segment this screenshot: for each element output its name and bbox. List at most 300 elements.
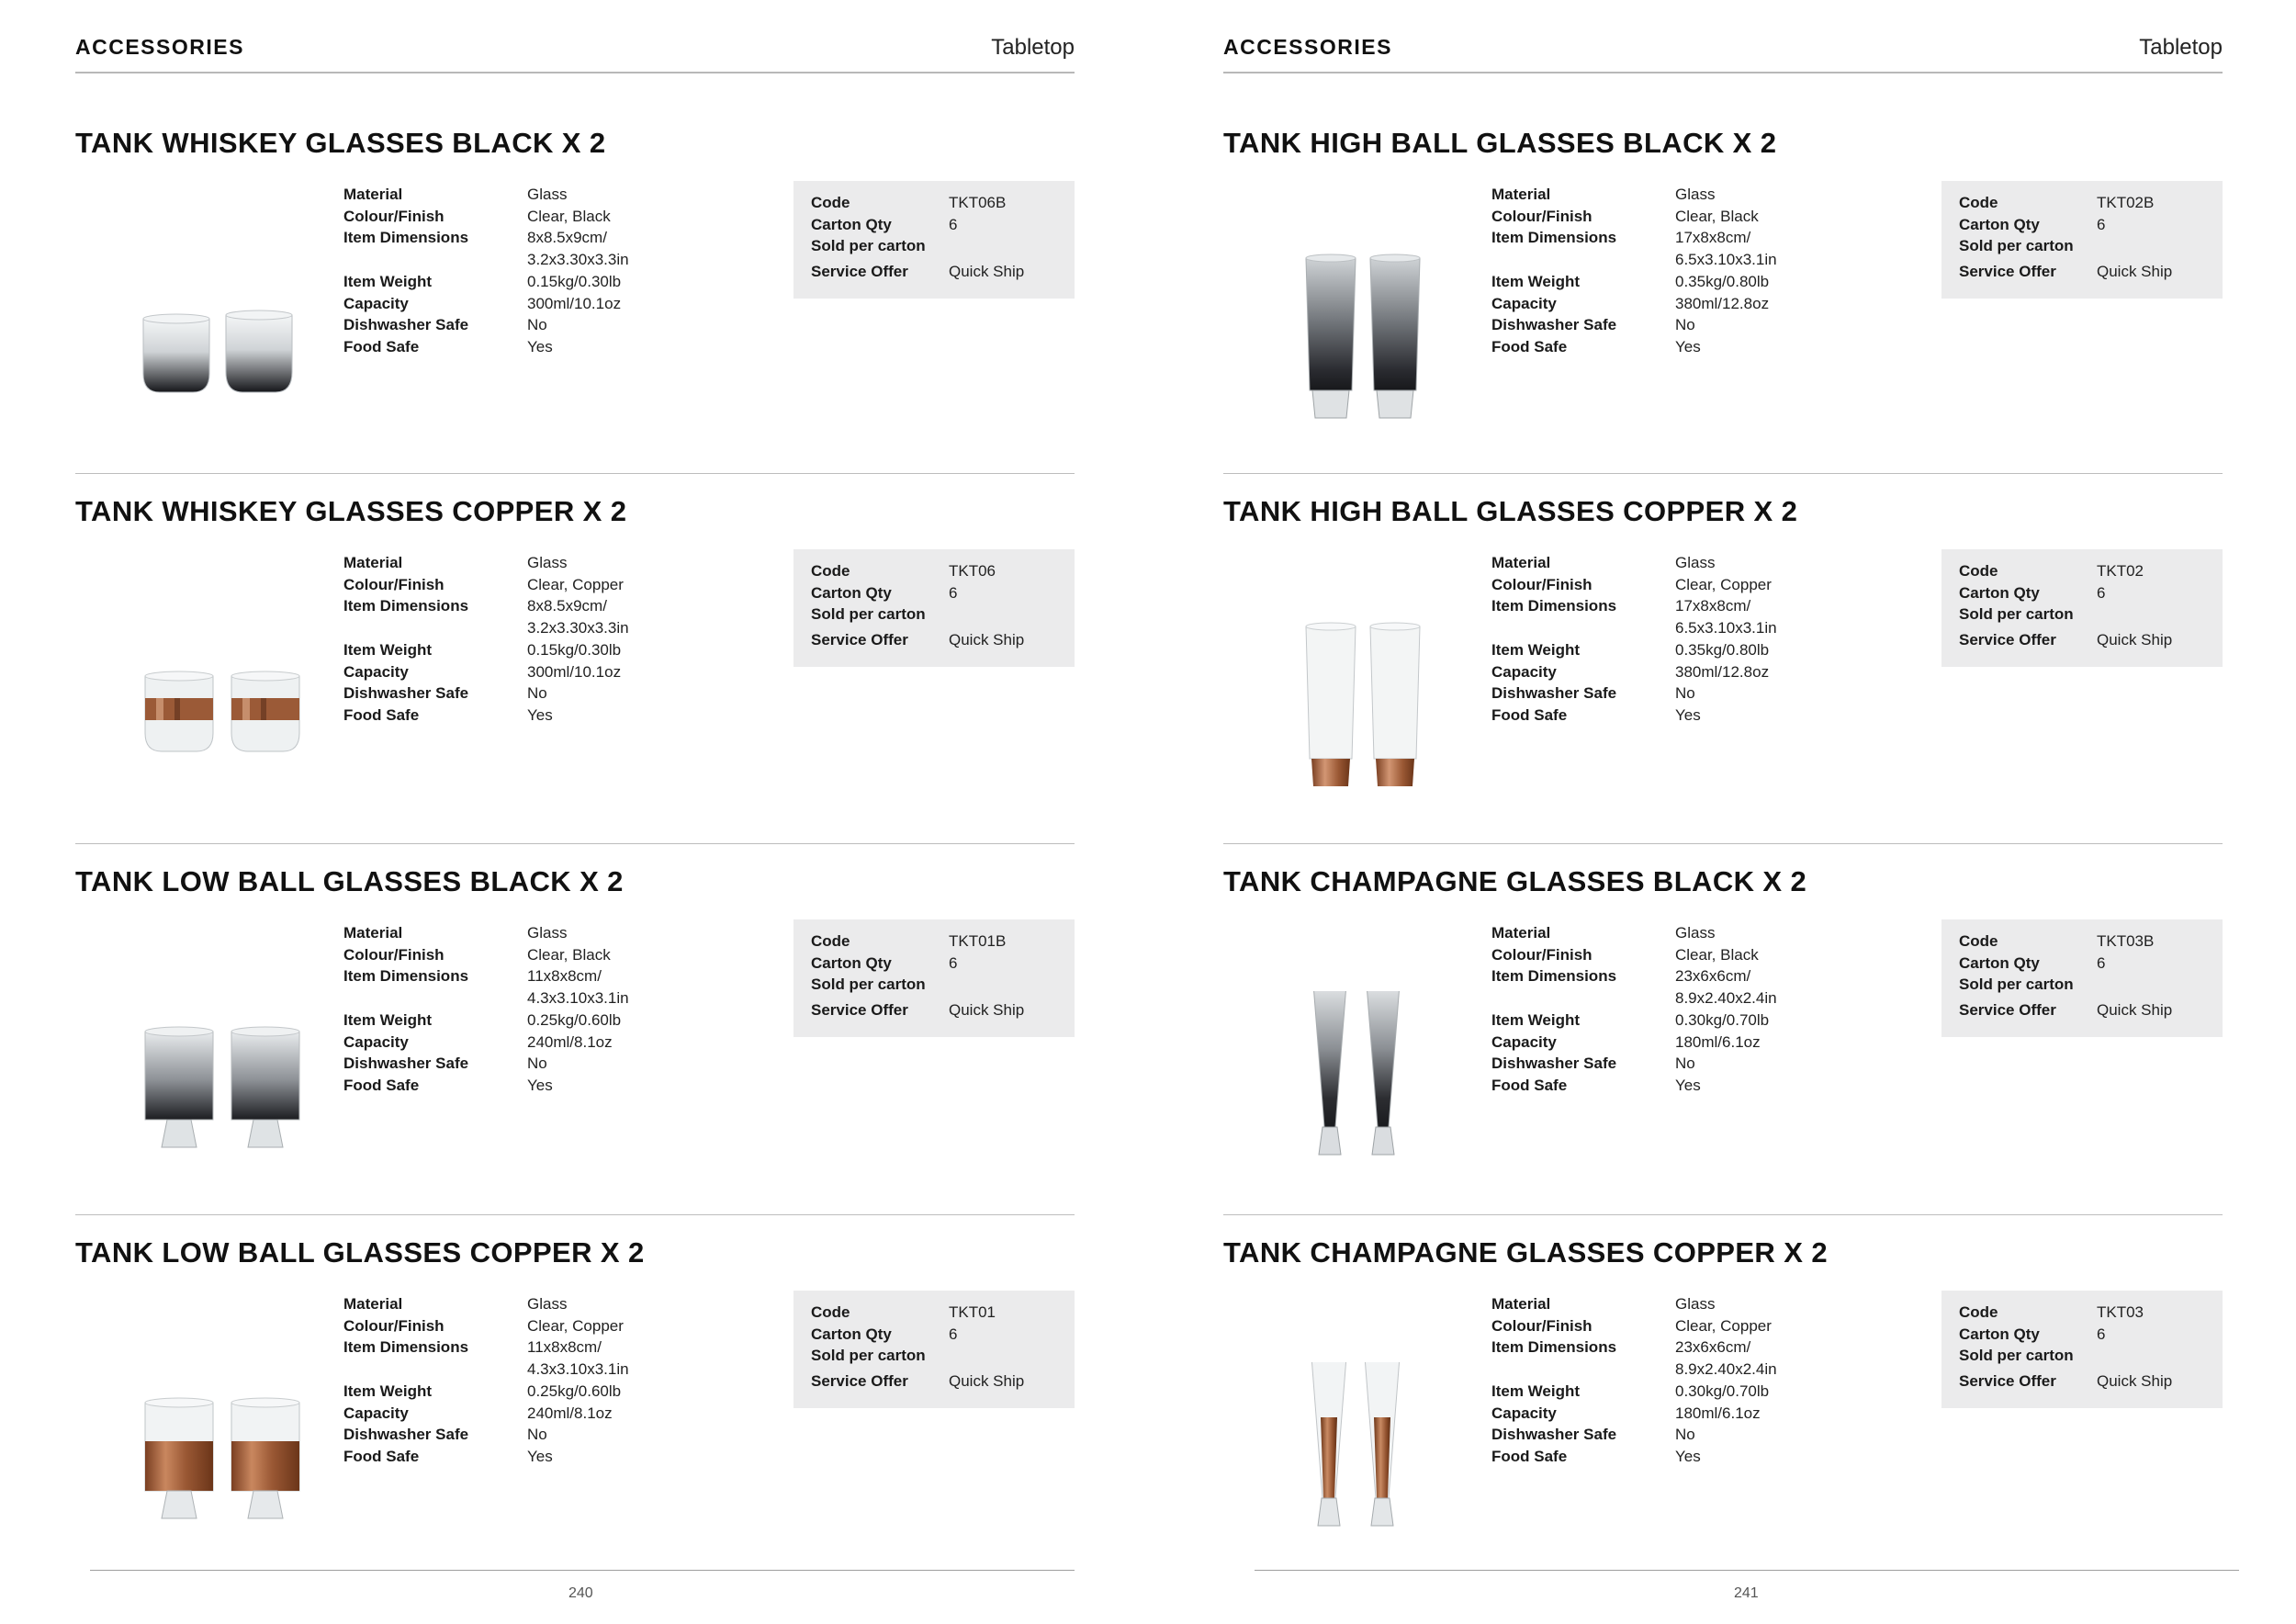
product-image bbox=[1251, 991, 1480, 1175]
spec-value: Clear, Black bbox=[1675, 207, 1759, 225]
spec-label: Food Safe bbox=[1491, 1447, 1568, 1465]
info-row-sold bbox=[1959, 974, 2223, 996]
spec-row bbox=[343, 1336, 674, 1380]
product-image bbox=[103, 253, 332, 436]
spec-label: Food Safe bbox=[1491, 705, 1568, 724]
spec-row bbox=[1491, 1293, 1822, 1315]
info-label: Sold per carton bbox=[1959, 1347, 2074, 1364]
spec-label: Material bbox=[1491, 924, 1551, 942]
spec-label: Material bbox=[343, 554, 403, 571]
carton-qty: 6 bbox=[2097, 583, 2106, 602]
spec-value: 180ml/6.1oz bbox=[1675, 1032, 1761, 1051]
spec-value: 0.30kg/0.70lb bbox=[1675, 1382, 1770, 1400]
spec-label: Food Safe bbox=[343, 705, 420, 724]
spec-label: Item Dimensions bbox=[1491, 597, 1617, 615]
info-row-carton bbox=[811, 953, 1075, 975]
spec-row bbox=[1491, 1381, 1822, 1403]
spec-row bbox=[343, 1053, 674, 1075]
spec-value: Glass bbox=[1675, 186, 1716, 203]
spec-row bbox=[1491, 1403, 1822, 1425]
info-label: Code bbox=[811, 1303, 850, 1321]
spec-label: Item Dimensions bbox=[1491, 229, 1617, 247]
spec-value: 0.35kg/0.80lb bbox=[1675, 272, 1770, 290]
spec-label: Dishwasher Safe bbox=[1491, 1426, 1617, 1444]
page-header bbox=[1223, 33, 2223, 73]
info-label: Service Offer bbox=[1959, 262, 2056, 280]
carton-qty: 6 bbox=[2097, 215, 2106, 233]
champagne-glasses-copper-image bbox=[1251, 1362, 1480, 1546]
service-offer: Quick Ship bbox=[949, 1371, 1025, 1390]
highball-glasses-black-image bbox=[1251, 253, 1480, 436]
spec-value: 300ml/10.1oz bbox=[527, 294, 622, 312]
info-label: Code bbox=[811, 562, 850, 580]
spec-label: Capacity bbox=[1491, 294, 1557, 312]
spec-row bbox=[343, 922, 674, 944]
spec-table bbox=[1491, 1293, 1822, 1468]
product-code: TKT01 bbox=[949, 1303, 996, 1321]
spec-row bbox=[1491, 574, 1822, 596]
product-code: TKT02B bbox=[2097, 194, 2155, 211]
info-row-carton bbox=[1959, 953, 2223, 975]
spec-value: Clear, Black bbox=[527, 945, 611, 964]
product-image bbox=[1251, 621, 1480, 805]
spec-row bbox=[343, 1446, 674, 1468]
service-offer: Quick Ship bbox=[2097, 1371, 2173, 1390]
product-code: TKT03 bbox=[2097, 1303, 2144, 1321]
spec-row bbox=[343, 552, 674, 574]
order-info-box bbox=[793, 1291, 1075, 1408]
spec-row bbox=[343, 944, 674, 966]
info-row-code bbox=[1959, 192, 2223, 214]
section-label: ACCESSORIES bbox=[1223, 35, 1392, 59]
spec-label: Food Safe bbox=[1491, 337, 1568, 355]
spec-row bbox=[1491, 184, 1822, 206]
page-number: 241 bbox=[1734, 1585, 1759, 1601]
info-row-sold bbox=[811, 974, 1075, 996]
service-offer: Quick Ship bbox=[949, 262, 1025, 280]
spec-row bbox=[343, 639, 674, 661]
spec-label: Colour/Finish bbox=[343, 575, 445, 593]
info-row-code bbox=[1959, 1302, 2223, 1324]
service-offer: Quick Ship bbox=[2097, 1000, 2173, 1019]
spec-row bbox=[343, 1403, 674, 1425]
order-info-box bbox=[1941, 919, 2223, 1037]
product-title: TANK CHAMPAGNE GLASSES BLACK X 2 bbox=[1223, 865, 1807, 897]
spec-value: 11x8x8cm/ 4.3x3.10x3.1in bbox=[527, 1338, 629, 1379]
spec-label: Capacity bbox=[343, 294, 409, 312]
spec-value: 0.15kg/0.30lb bbox=[527, 272, 622, 290]
spec-label: Dishwasher Safe bbox=[343, 1054, 469, 1073]
order-info-box bbox=[1941, 549, 2223, 667]
spec-row bbox=[1491, 705, 1822, 727]
carton-qty: 6 bbox=[2097, 1325, 2106, 1343]
product-code: TKT02 bbox=[2097, 562, 2144, 580]
product-image bbox=[103, 621, 332, 805]
spec-label: Item Weight bbox=[343, 1382, 433, 1400]
order-info-box bbox=[1941, 181, 2223, 299]
spec-row bbox=[343, 1381, 674, 1403]
spec-label: Dishwasher Safe bbox=[1491, 684, 1617, 703]
spec-label: Dishwasher Safe bbox=[343, 316, 469, 334]
info-row-code bbox=[811, 560, 1075, 582]
product-block bbox=[75, 124, 1075, 494]
product-title: TANK WHISKEY GLASSES COPPER X 2 bbox=[75, 495, 627, 527]
spec-row bbox=[343, 271, 674, 293]
spec-value: 17x8x8cm/ 6.5x3.10x3.1in bbox=[1675, 229, 1777, 269]
spec-row bbox=[1491, 227, 1822, 270]
spec-row bbox=[1491, 682, 1822, 705]
spec-value: Clear, Copper bbox=[527, 1316, 624, 1335]
info-label: Code bbox=[811, 194, 850, 211]
info-label: Code bbox=[1959, 562, 1998, 580]
info-label: Code bbox=[811, 932, 850, 950]
order-info-box bbox=[793, 181, 1075, 299]
spec-label: Capacity bbox=[1491, 662, 1557, 681]
spec-label: Item Dimensions bbox=[343, 597, 469, 615]
product-block bbox=[75, 1214, 1075, 1585]
spec-label: Item Dimensions bbox=[343, 967, 469, 986]
spec-value: No bbox=[527, 1426, 547, 1444]
spec-value: Yes bbox=[527, 1076, 553, 1094]
spec-label: Food Safe bbox=[343, 1076, 420, 1094]
service-offer: Quick Ship bbox=[2097, 630, 2173, 648]
spec-row bbox=[1491, 314, 1822, 336]
spec-row bbox=[1491, 944, 1822, 966]
footer-divider bbox=[90, 1570, 1075, 1571]
info-label: Carton Qty bbox=[1959, 1325, 2040, 1343]
spec-row bbox=[1491, 206, 1822, 228]
info-label: Sold per carton bbox=[1959, 976, 2074, 993]
spec-value: 0.15kg/0.30lb bbox=[527, 640, 622, 659]
spec-value: Glass bbox=[1675, 554, 1716, 571]
spec-label: Colour/Finish bbox=[1491, 945, 1593, 964]
category-label: Tabletop bbox=[991, 35, 1075, 60]
spec-value: 380ml/12.8oz bbox=[1675, 294, 1770, 312]
info-row-carton bbox=[811, 1324, 1075, 1346]
spec-table bbox=[343, 1293, 674, 1468]
info-row-code bbox=[1959, 930, 2223, 953]
carton-qty: 6 bbox=[949, 215, 958, 233]
spec-value: Yes bbox=[527, 705, 553, 724]
product-image bbox=[1251, 1362, 1480, 1546]
info-row-service bbox=[1959, 629, 2223, 651]
spec-row bbox=[1491, 1424, 1822, 1446]
carton-qty: 6 bbox=[949, 953, 958, 972]
spec-value: Clear, Black bbox=[1675, 945, 1759, 964]
info-row-service bbox=[1959, 1370, 2223, 1393]
info-row-carton bbox=[811, 214, 1075, 236]
spec-value: Yes bbox=[527, 1447, 553, 1465]
info-label: Carton Qty bbox=[811, 953, 892, 972]
spec-label: Capacity bbox=[1491, 1032, 1557, 1051]
info-label: Service Offer bbox=[1959, 1000, 2056, 1019]
service-offer: Quick Ship bbox=[949, 630, 1025, 648]
spec-label: Item Weight bbox=[343, 640, 433, 659]
info-label: Sold per carton bbox=[1959, 605, 2074, 623]
info-row-sold bbox=[811, 1345, 1075, 1367]
spec-value: 23x6x6cm/ 8.9x2.40x2.4in bbox=[1675, 1338, 1777, 1379]
spec-value: Glass bbox=[1675, 924, 1716, 942]
spec-row bbox=[1491, 639, 1822, 661]
spec-label: Dishwasher Safe bbox=[343, 684, 469, 703]
spec-label: Colour/Finish bbox=[1491, 1316, 1593, 1335]
info-row-carton bbox=[1959, 582, 2223, 604]
spec-row bbox=[1491, 552, 1822, 574]
spec-value: Yes bbox=[527, 337, 553, 355]
spec-label: Material bbox=[343, 1295, 403, 1313]
spec-value: Yes bbox=[1675, 1076, 1701, 1094]
spec-value: No bbox=[527, 684, 547, 703]
spec-value: Clear, Copper bbox=[1675, 1316, 1772, 1335]
spec-label: Item Weight bbox=[343, 1010, 433, 1029]
spec-label: Item Dimensions bbox=[343, 229, 469, 247]
spec-row bbox=[343, 336, 674, 358]
carton-qty: 6 bbox=[949, 583, 958, 602]
info-row-service bbox=[811, 1370, 1075, 1393]
spec-row bbox=[1491, 1009, 1822, 1032]
spec-value: No bbox=[1675, 1426, 1695, 1444]
info-row-carton bbox=[811, 582, 1075, 604]
info-row-sold bbox=[1959, 1345, 2223, 1367]
category-label: Tabletop bbox=[2139, 35, 2223, 60]
info-row-service bbox=[1959, 261, 2223, 283]
spec-value: Glass bbox=[527, 924, 568, 942]
spec-row bbox=[343, 227, 674, 270]
spec-label: Colour/Finish bbox=[343, 945, 445, 964]
info-row-carton bbox=[1959, 1324, 2223, 1346]
product-code: TKT06 bbox=[949, 562, 996, 580]
spec-value: No bbox=[527, 1054, 547, 1073]
info-label: Code bbox=[1959, 932, 1998, 950]
spec-value: 180ml/6.1oz bbox=[1675, 1404, 1761, 1422]
carton-qty: 6 bbox=[2097, 953, 2106, 972]
product-image bbox=[1251, 253, 1480, 436]
spec-row bbox=[1491, 1336, 1822, 1380]
spec-value: Glass bbox=[527, 554, 568, 571]
info-row-sold bbox=[1959, 603, 2223, 626]
lowball-glasses-black-image bbox=[103, 991, 332, 1175]
product-block bbox=[1223, 1214, 2223, 1585]
spec-label: Food Safe bbox=[343, 337, 420, 355]
page-header bbox=[75, 33, 1075, 73]
spec-label: Dishwasher Safe bbox=[343, 1426, 469, 1444]
spec-label: Material bbox=[1491, 554, 1551, 571]
product-block bbox=[1223, 473, 2223, 844]
info-label: Service Offer bbox=[811, 1000, 908, 1019]
spec-row bbox=[343, 293, 674, 315]
spec-label: Dishwasher Safe bbox=[1491, 316, 1617, 334]
product-block bbox=[75, 843, 1075, 1214]
product-code: TKT06B bbox=[949, 194, 1007, 211]
spec-row bbox=[343, 1032, 674, 1054]
spec-value: Glass bbox=[527, 1295, 568, 1313]
spec-label: Item Weight bbox=[343, 272, 433, 290]
spec-row bbox=[343, 1075, 674, 1097]
lowball-glasses-copper-image bbox=[103, 1362, 332, 1546]
info-label: Service Offer bbox=[1959, 630, 2056, 648]
spec-row bbox=[1491, 293, 1822, 315]
spec-value: Glass bbox=[1675, 1295, 1716, 1313]
spec-label: Colour/Finish bbox=[1491, 575, 1593, 593]
spec-row bbox=[1491, 965, 1822, 1009]
info-row-carton bbox=[1959, 214, 2223, 236]
order-info-box bbox=[793, 549, 1075, 667]
spec-row bbox=[343, 965, 674, 1009]
spec-label: Capacity bbox=[343, 1032, 409, 1051]
product-image bbox=[103, 1362, 332, 1546]
product-title: TANK LOW BALL GLASSES COPPER X 2 bbox=[75, 1236, 645, 1269]
spec-label: Material bbox=[343, 186, 403, 203]
spec-row bbox=[1491, 1446, 1822, 1468]
info-label: Service Offer bbox=[1959, 1371, 2056, 1390]
spec-label: Material bbox=[1491, 186, 1551, 203]
info-label: Service Offer bbox=[811, 262, 908, 280]
info-label: Service Offer bbox=[811, 1371, 908, 1390]
spec-value: No bbox=[1675, 316, 1695, 334]
product-code: TKT03B bbox=[2097, 932, 2155, 950]
spec-value: No bbox=[527, 316, 547, 334]
info-row-code bbox=[811, 1302, 1075, 1324]
product-block bbox=[75, 473, 1075, 844]
spec-label: Colour/Finish bbox=[1491, 207, 1593, 225]
spec-value: No bbox=[1675, 1054, 1695, 1073]
spec-label: Item Weight bbox=[1491, 640, 1581, 659]
spec-table bbox=[343, 184, 674, 358]
order-info-box bbox=[1941, 1291, 2223, 1408]
info-row-service bbox=[811, 629, 1075, 651]
spec-label: Capacity bbox=[343, 1404, 409, 1422]
spec-table bbox=[1491, 552, 1822, 727]
info-label: Code bbox=[1959, 1303, 1998, 1321]
info-row-service bbox=[811, 999, 1075, 1021]
info-label: Sold per carton bbox=[811, 976, 926, 993]
spec-value: Yes bbox=[1675, 337, 1701, 355]
spec-value: 23x6x6cm/ 8.9x2.40x2.4in bbox=[1675, 967, 1777, 1008]
info-label: Carton Qty bbox=[811, 1325, 892, 1343]
spec-label: Capacity bbox=[1491, 1404, 1557, 1422]
spec-row bbox=[343, 705, 674, 727]
spec-label: Colour/Finish bbox=[343, 1316, 445, 1335]
spec-value: Clear, Black bbox=[527, 207, 611, 225]
section-label: ACCESSORIES bbox=[75, 35, 244, 59]
spec-value: 0.35kg/0.80lb bbox=[1675, 640, 1770, 659]
spec-row bbox=[1491, 1032, 1822, 1054]
spec-label: Capacity bbox=[343, 662, 409, 681]
spec-label: Item Weight bbox=[1491, 272, 1581, 290]
spec-row bbox=[1491, 922, 1822, 944]
spec-value: 0.25kg/0.60lb bbox=[527, 1010, 622, 1029]
info-label: Carton Qty bbox=[811, 215, 892, 233]
info-row-sold bbox=[1959, 235, 2223, 257]
spec-label: Item Dimensions bbox=[1491, 967, 1617, 986]
spec-row bbox=[1491, 595, 1822, 638]
info-label: Carton Qty bbox=[1959, 583, 2040, 602]
spec-value: 8x8.5x9cm/ 3.2x3.30x3.3in bbox=[527, 597, 629, 637]
info-row-service bbox=[811, 261, 1075, 283]
spec-value: 0.30kg/0.70lb bbox=[1675, 1010, 1770, 1029]
spec-row bbox=[343, 661, 674, 683]
spec-row bbox=[343, 1424, 674, 1446]
catalog-page-right bbox=[1148, 0, 2296, 1624]
carton-qty: 6 bbox=[949, 1325, 958, 1343]
info-label: Carton Qty bbox=[811, 583, 892, 602]
product-title: TANK CHAMPAGNE GLASSES COPPER X 2 bbox=[1223, 1236, 1828, 1269]
spec-value: Glass bbox=[527, 186, 568, 203]
spec-value: 240ml/8.1oz bbox=[527, 1032, 613, 1051]
spec-row bbox=[343, 574, 674, 596]
spec-value: 380ml/12.8oz bbox=[1675, 662, 1770, 681]
info-label: Carton Qty bbox=[1959, 215, 2040, 233]
product-block bbox=[1223, 124, 2223, 494]
spec-row bbox=[1491, 1075, 1822, 1097]
info-label: Carton Qty bbox=[1959, 953, 2040, 972]
spec-label: Item Weight bbox=[1491, 1010, 1581, 1029]
spec-label: Dishwasher Safe bbox=[1491, 1054, 1617, 1073]
info-label: Sold per carton bbox=[1959, 237, 2074, 254]
spec-row bbox=[343, 1009, 674, 1032]
spec-label: Food Safe bbox=[1491, 1076, 1568, 1094]
spec-value: 17x8x8cm/ 6.5x3.10x3.1in bbox=[1675, 597, 1777, 637]
whiskey-glasses-black-image bbox=[103, 253, 332, 436]
info-label: Code bbox=[1959, 194, 1998, 211]
spec-value: Yes bbox=[1675, 705, 1701, 724]
spec-label: Food Safe bbox=[343, 1447, 420, 1465]
spec-row bbox=[1491, 1315, 1822, 1337]
whiskey-glasses-copper-image bbox=[103, 621, 332, 805]
order-info-box bbox=[793, 919, 1075, 1037]
product-title: TANK HIGH BALL GLASSES COPPER X 2 bbox=[1223, 495, 1798, 527]
spec-value: 8x8.5x9cm/ 3.2x3.30x3.3in bbox=[527, 229, 629, 269]
spec-row bbox=[343, 314, 674, 336]
spec-label: Item Dimensions bbox=[1491, 1338, 1617, 1357]
spec-label: Item Dimensions bbox=[343, 1338, 469, 1357]
service-offer: Quick Ship bbox=[2097, 262, 2173, 280]
info-row-service bbox=[1959, 999, 2223, 1021]
info-row-sold bbox=[811, 235, 1075, 257]
product-code: TKT01B bbox=[949, 932, 1007, 950]
product-block bbox=[1223, 843, 2223, 1214]
page-number: 240 bbox=[568, 1585, 593, 1601]
spec-row bbox=[343, 682, 674, 705]
info-label: Sold per carton bbox=[811, 605, 926, 623]
spec-table bbox=[343, 922, 674, 1097]
spec-value: No bbox=[1675, 684, 1695, 703]
spec-value: 0.25kg/0.60lb bbox=[527, 1382, 622, 1400]
info-label: Service Offer bbox=[811, 630, 908, 648]
spec-table bbox=[1491, 184, 1822, 358]
info-label: Sold per carton bbox=[811, 237, 926, 254]
spec-row bbox=[343, 1293, 674, 1315]
spec-value: 300ml/10.1oz bbox=[527, 662, 622, 681]
service-offer: Quick Ship bbox=[949, 1000, 1025, 1019]
spec-table bbox=[1491, 922, 1822, 1097]
spec-table bbox=[343, 552, 674, 727]
info-label: Sold per carton bbox=[811, 1347, 926, 1364]
spec-value: Clear, Copper bbox=[527, 575, 624, 593]
spec-row bbox=[343, 1315, 674, 1337]
product-image bbox=[103, 991, 332, 1175]
spec-row bbox=[1491, 1053, 1822, 1075]
info-row-sold bbox=[811, 603, 1075, 626]
spec-row bbox=[343, 595, 674, 638]
spec-row bbox=[1491, 661, 1822, 683]
spec-value: Clear, Copper bbox=[1675, 575, 1772, 593]
spec-label: Material bbox=[1491, 1295, 1551, 1313]
product-title: TANK HIGH BALL GLASSES BLACK X 2 bbox=[1223, 127, 1777, 159]
info-row-code bbox=[811, 192, 1075, 214]
info-row-code bbox=[1959, 560, 2223, 582]
spec-value: 11x8x8cm/ 4.3x3.10x3.1in bbox=[527, 967, 629, 1008]
